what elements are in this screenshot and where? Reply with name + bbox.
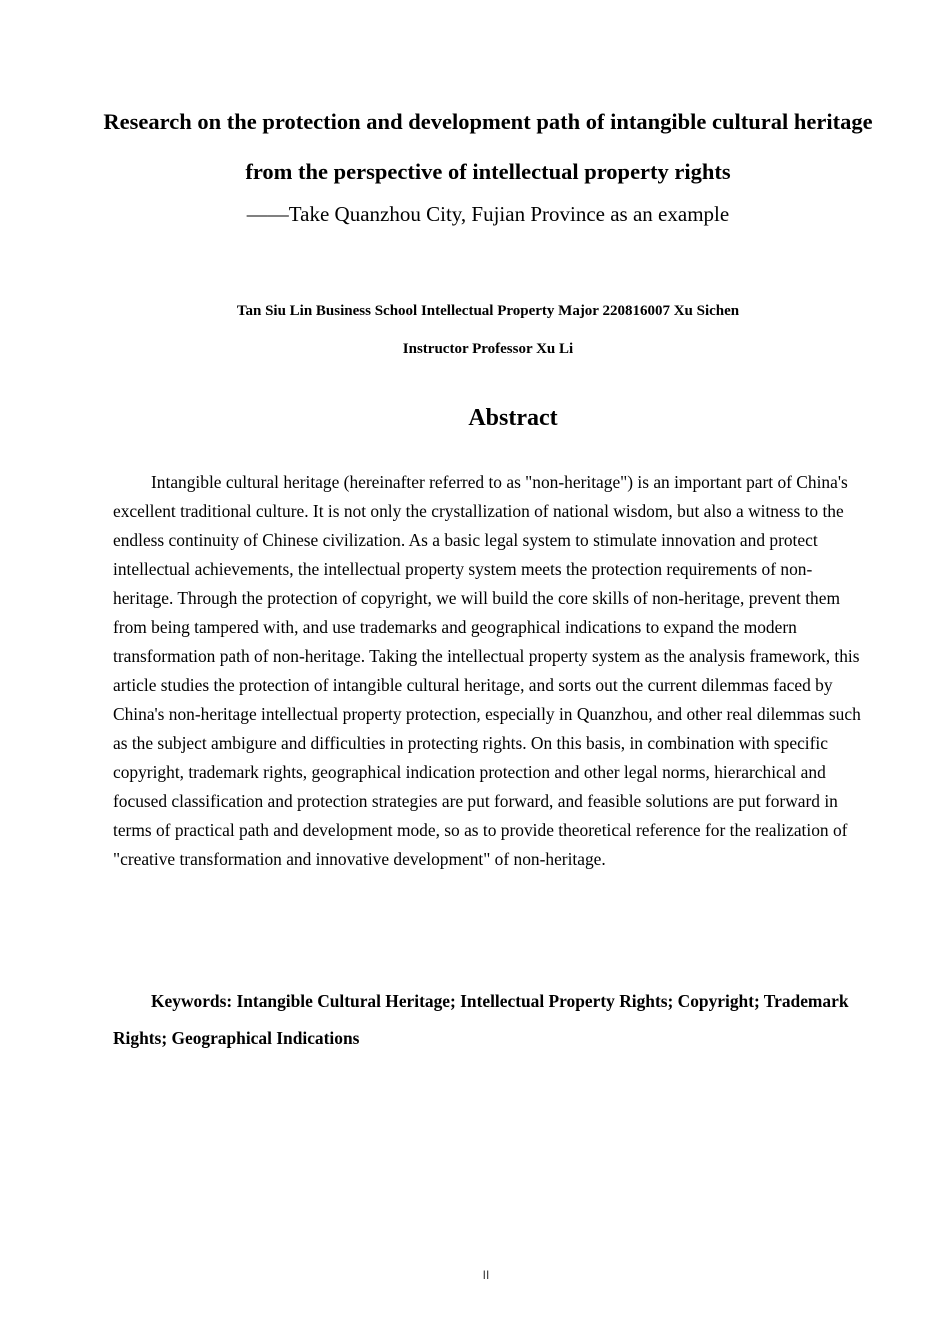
paper-title: Research on the protection and development path of intangible cultural heritage from the perspective of intellectual property rights <box>103 109 873 184</box>
abstract-body: Intangible cultural heritage (hereinafter referred to as "non-heritage") is an important part of China's excellent traditional culture. It is not only the crystallization of national wisdom, but also a witness to the endless continuity of Chinese civilization. As a basic legal system to stimulate innovation and protect intellectual achievements, the intellectual property system meets the protection requirements of non-heritage. Through the protection of copyright, we will build the core skills of non-heritage, prevent them from being tampered with, and use trademarks and geographical indications to expand the modern transformation path of non-heritage. Taking the intellectual property system as the analysis framework, this article studies the protection of intangible cultural heritage, and sorts out the current dilemmas faced by China's non-heritage intellectual property protection, especially in Quanzhou, and other real dilemmas such as the subject ambigure and difficulties in protecting rights. On this basis, in combination with specific copyright, trademark rights, geographical indication protection and other legal norms, hierarchical and focused classification and protection strategies are put forward, and feasible solutions are put forward in terms of practical path and development mode, so as to provide theoretical reference for the realization of "creative transformation and innovative development" of non-heritage. <box>113 472 861 869</box>
abstract-heading: Abstract <box>468 405 558 431</box>
page-number: II <box>482 1268 490 1282</box>
instructor-line: Instructor Professor Xu Li <box>402 341 574 357</box>
paper-subtitle: ——Take Quanzhou City, Fujian Province as an example <box>246 202 730 226</box>
keywords-line: Keywords: Intangible Cultural Heritage; Intellectual Property Rights; Copyright; Trademark Rights; Geographical Indications <box>113 991 849 1048</box>
author-line: Tan Siu Lin Business School Intellectual Property Major 220816007 Xu Sichen <box>236 303 740 319</box>
